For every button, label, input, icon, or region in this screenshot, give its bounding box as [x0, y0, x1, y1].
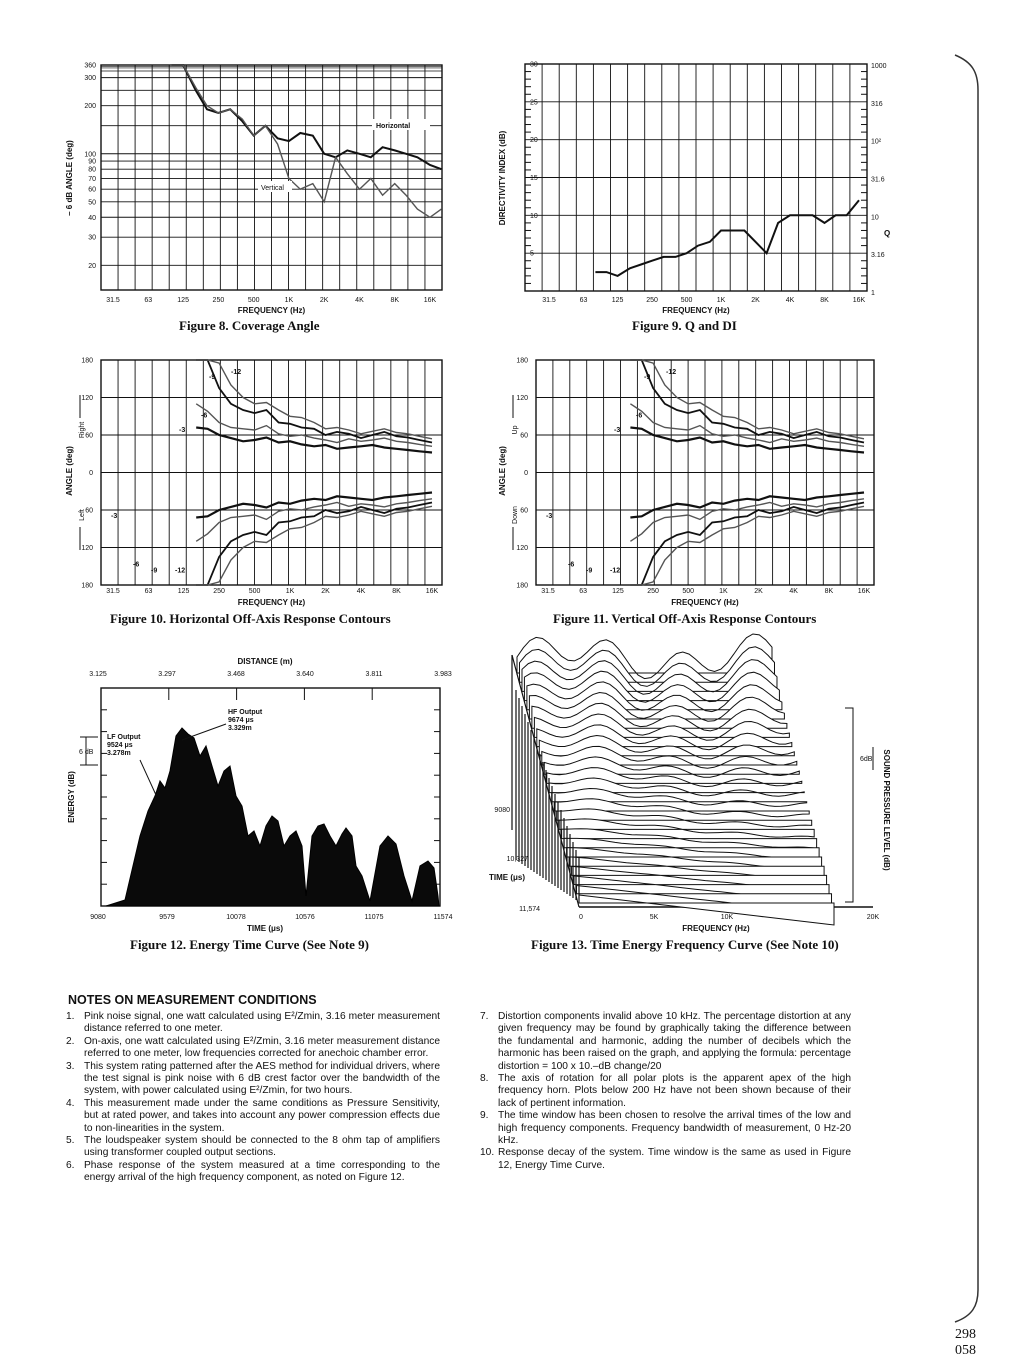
x-tick-label: 10078 [226, 914, 246, 921]
x-axis-label: TIME (μs) [246, 924, 284, 933]
y-tick-label: 40 [88, 214, 96, 222]
x-tick-label: 63 [579, 297, 588, 304]
x-tick-label: 4K [789, 588, 798, 595]
contour-label: -12 [666, 368, 677, 376]
x-axis-label: FREQUENCY (Hz) [237, 306, 306, 315]
note-text: Pink noise signal, one watt calculated using E²/Zmin, 3.16 meter measurement distance referred to one meter. [84, 1011, 440, 1035]
x-tick-label: 1K [719, 588, 728, 595]
contour-label: -6 [201, 412, 208, 420]
y-tick-label: 20 [88, 262, 96, 270]
y-tick-label: 60 [520, 507, 528, 515]
note-text: The axis of rotation for all polar plots is the apparent apex of the high frequency horn. Plots below 200 Hz have not been shown because of their lack of pertinent information. [498, 1073, 851, 1109]
contour-label: -3 [111, 513, 118, 520]
y-axis-label: ANGLE (deg) [498, 446, 507, 496]
y-tick-label: 60 [85, 507, 93, 515]
time-axis-label: TIME (μs) [489, 873, 526, 882]
note-number: 4. [66, 1097, 75, 1109]
x-tick-label: 16K [423, 297, 437, 304]
lf-output-label: 9524 μs [107, 742, 133, 749]
scale-label: 6 dB [79, 749, 94, 756]
right-tick-label: 10 [871, 214, 879, 222]
y-axis-label: ENERGY (dB) [67, 771, 76, 823]
note-number: 5. [66, 1135, 75, 1147]
contour-label: -12 [175, 567, 186, 575]
x-tick-label: 63 [144, 588, 153, 595]
contour-label: -6 [133, 561, 140, 569]
contour-label: -3 [179, 427, 186, 434]
x-tick-label: 125 [611, 297, 624, 304]
up-direction-label: Right [79, 421, 86, 439]
figure-9-caption: Figure 9. Q and DI [632, 318, 737, 333]
top-tick-label: 3.640 [296, 671, 314, 678]
note-number: 8. [480, 1073, 489, 1085]
x-axis-label: FREQUENCY (Hz) [237, 598, 306, 607]
x-tick-label: 250 [647, 588, 659, 595]
right-tick-label: 1000 [871, 63, 887, 70]
figure-13-caption: Figure 13. Time Energy Frequency Curve (See Note 10) [531, 937, 839, 952]
y-tick-label: 120 [516, 545, 528, 552]
x-tick-label: 5K [649, 914, 659, 921]
figure-8-caption: Figure 8. Coverage Angle [179, 318, 320, 333]
x-tick-label: 1K [285, 588, 295, 595]
x-tick-label: 4K [356, 588, 366, 595]
note-number: 3. [66, 1060, 75, 1072]
page-number [955, 1327, 976, 1359]
contour-label: -6 [636, 412, 643, 420]
note-text: On-axis, one watt calculated using E²/Zmin, 3.16 meter measurement distance referred to one meter, low frequencies corrected for anechoic chamber error. [84, 1035, 440, 1060]
hf-output-label: 9674 μs [228, 717, 254, 724]
horizontal-series-label: Horizontal [376, 123, 411, 130]
y-tick-label: 15 [530, 175, 538, 182]
y-tick-label: 70 [88, 175, 96, 183]
down-direction-label: Down [512, 506, 519, 524]
note-text: The loudspeaker system should be connected to the 8 ohm tap of amplifiers using transformer coupled output sections. [84, 1135, 440, 1159]
x-tick-label: 1K [284, 297, 294, 304]
note-number: 10. [480, 1147, 495, 1159]
contour-label: -9 [644, 373, 651, 381]
y-axis-label: ANGLE (deg) [65, 446, 74, 496]
y-tick-label: 60 [520, 432, 528, 440]
contour-label: -9 [209, 373, 216, 381]
scale-label: 6dB [860, 756, 873, 763]
x-tick-label: 2K [319, 297, 329, 304]
x-tick-label: 0 [579, 914, 583, 921]
y-tick-label: 90 [88, 158, 96, 166]
right-tick-label: 10² [871, 138, 882, 146]
note-text: This measurement made under the same conditions as Pressure Sensitivity, but at rated power, and takes into account any power compression effects due to non-linearities in the system. [84, 1097, 440, 1134]
x-tick-label: 250 [646, 297, 658, 304]
x-tick-label: 250 [212, 297, 225, 304]
note-text: Response decay of the system. Time window is the same as used in Figure 12, Energy Time Curve. [498, 1147, 851, 1171]
x-tick-label: 31.5 [542, 297, 556, 304]
x-tick-label: 8K [824, 588, 834, 595]
x-axis-label: FREQUENCY (Hz) [671, 598, 739, 607]
vertical-series-label: Vertical [261, 185, 284, 192]
y-tick-label: 180 [516, 357, 528, 365]
x-tick-label: 1K [716, 297, 726, 304]
figure-10-caption: Figure 10. Horizontal Off-Axis Response Contours [110, 611, 391, 626]
top-tick-label: 3.468 [227, 671, 245, 678]
notes-title: NOTES ON MEASUREMENT CONDITIONS [68, 993, 317, 1007]
x-tick-label: 31.5 [541, 588, 555, 595]
y-tick-label: 20 [530, 137, 538, 145]
up-direction-label: Up [512, 425, 519, 435]
time-tick-label: 9080 [494, 807, 510, 814]
x-tick-label: 2K [321, 588, 330, 595]
note-number: 1. [66, 1011, 75, 1022]
top-tick-label: 3.983 [434, 671, 452, 678]
contour-label: -3 [546, 513, 553, 520]
right-tick-label: 1 [871, 290, 875, 297]
x-tick-label: 500 [680, 297, 693, 304]
y-tick-label: 0 [524, 470, 528, 477]
note-text: The time window has been chosen to resolve the arrival times of the low and high frequency components. Frequency bandwidth of measurement, 0 Hz-20 kHz. [498, 1110, 851, 1147]
x-axis-label: FREQUENCY (Hz) [662, 306, 730, 315]
note-number: 6. [66, 1159, 75, 1171]
top-tick-label: 3.125 [89, 671, 107, 678]
y-tick-label: 120 [81, 395, 93, 402]
page-number-top: 298 [955, 1327, 976, 1342]
y-axis-label: – 6 dB ANGLE (deg) [65, 140, 74, 216]
contour-label: -3 [614, 427, 621, 434]
contour-label: -9 [151, 567, 158, 575]
top-axis-label: DISTANCE (m) [237, 657, 293, 666]
note-number: 2. [66, 1035, 75, 1047]
x-tick-label: 9579 [159, 914, 175, 921]
top-tick-label: 3.811 [365, 671, 383, 678]
lf-output-label: 3.278m [107, 750, 131, 757]
contour-label: -9 [586, 567, 593, 575]
x-tick-label: 250 [213, 588, 225, 595]
y-tick-label: 25 [530, 99, 538, 107]
contour-label: -12 [610, 567, 621, 575]
x-tick-label: 4K [785, 297, 795, 304]
figure-11-caption: Figure 11. Vertical Off-Axis Response Contours [553, 611, 817, 626]
x-tick-label: 31.5 [106, 588, 120, 595]
x-tick-label: 11574 [433, 914, 453, 921]
x-tick-label: 4K [355, 297, 364, 304]
x-tick-label: 10K [720, 914, 734, 921]
y-tick-label: 10 [530, 212, 538, 220]
x-tick-label: 9080 [90, 914, 106, 921]
x-tick-label: 8K [390, 297, 400, 304]
contour-label: -6 [568, 561, 575, 569]
right-axis-label: SOUND PRESSURE LEVEL (dB) [882, 749, 891, 871]
y-tick-label: 200 [84, 103, 96, 111]
hf-output-label: 3.329m [228, 725, 252, 732]
y-tick-label: 50 [88, 199, 96, 207]
x-tick-label: 500 [248, 588, 261, 595]
x-tick-label: 16K [852, 297, 866, 304]
note-text: Distortion components invalid above 10 kHz. The percentage distortion at any given frequency may be found by graphically taking the difference between the fundamental and harmonic, adding the number of decibels which the harmonic has been raised on the graph, and applying the formula: percentage distortion = 100 x 10.–dB change/20 [498, 1011, 851, 1072]
note-number: 7. [480, 1011, 489, 1022]
y-tick-label: 100 [84, 151, 96, 159]
right-axis-label: Q [884, 229, 891, 238]
note-text: Phase response of the system measured at a time corresponding to the energy arrival of the high frequency component, as noted on Figure 12. [84, 1159, 440, 1184]
x-tick-label: 500 [247, 297, 260, 304]
time-tick-label: 11,574 [519, 906, 540, 913]
y-tick-label: 120 [516, 395, 528, 402]
y-tick-label: 5 [530, 250, 534, 258]
y-tick-label: 180 [81, 582, 93, 590]
note-text: This system rating patterned after the AES method for individual drivers, where the test signal is pink noise with 6 dB crest factor over the bandwidth of the system, with power calculated using E²/Zmin, for two hours. [84, 1060, 440, 1097]
hf-output-label: HF Output [228, 709, 263, 716]
x-tick-label: 125 [612, 588, 624, 595]
y-tick-label: 60 [85, 432, 93, 440]
x-tick-label: 8K [392, 588, 401, 595]
x-tick-label: 125 [177, 588, 190, 595]
x-tick-label: 16K [857, 588, 871, 595]
x-tick-label: 63 [144, 297, 153, 304]
y-tick-label: 80 [88, 166, 96, 174]
y-tick-label: 30 [530, 61, 538, 69]
y-tick-label: 60 [88, 186, 96, 194]
figure-12-caption: Figure 12. Energy Time Curve (See Note 9) [130, 937, 370, 952]
y-tick-label: 300 [84, 75, 96, 83]
time-tick-label: 10,327 [506, 856, 528, 863]
x-tick-label: 2K [751, 297, 760, 304]
contour-label: -12 [231, 368, 242, 376]
top-tick-label: 3.297 [158, 671, 176, 678]
y-tick-label: 360 [84, 62, 96, 70]
x-tick-label: 2K [754, 588, 763, 595]
x-tick-label: 63 [579, 588, 588, 595]
y-tick-label: 180 [516, 582, 528, 590]
x-axis-label: FREQUENCY (Hz) [682, 924, 750, 933]
y-tick-label: 180 [81, 357, 93, 365]
x-tick-label: 31.5 [106, 297, 120, 304]
lf-output-label: LF Output [107, 734, 141, 741]
y-axis-label: DIRECTIVITY INDEX (dB) [498, 130, 507, 226]
x-tick-label: 11075 [364, 914, 384, 921]
x-tick-label: 500 [682, 588, 695, 595]
right-tick-label: 31.6 [871, 176, 885, 184]
note-number: 9. [480, 1110, 489, 1122]
x-tick-label: 8K [820, 297, 829, 304]
x-tick-label: 16K [425, 588, 439, 595]
page-number-bottom: 058 [955, 1343, 976, 1358]
y-tick-label: 0 [89, 470, 93, 477]
right-tick-label: 3.16 [871, 252, 885, 260]
y-tick-label: 120 [81, 545, 93, 552]
y-tick-label: 30 [88, 234, 96, 242]
x-tick-label: 125 [177, 297, 189, 304]
x-tick-label: 10576 [295, 914, 315, 921]
right-tick-label: 316 [871, 100, 883, 108]
x-tick-label: 20K [866, 914, 880, 921]
down-direction-label: Left [79, 509, 86, 521]
